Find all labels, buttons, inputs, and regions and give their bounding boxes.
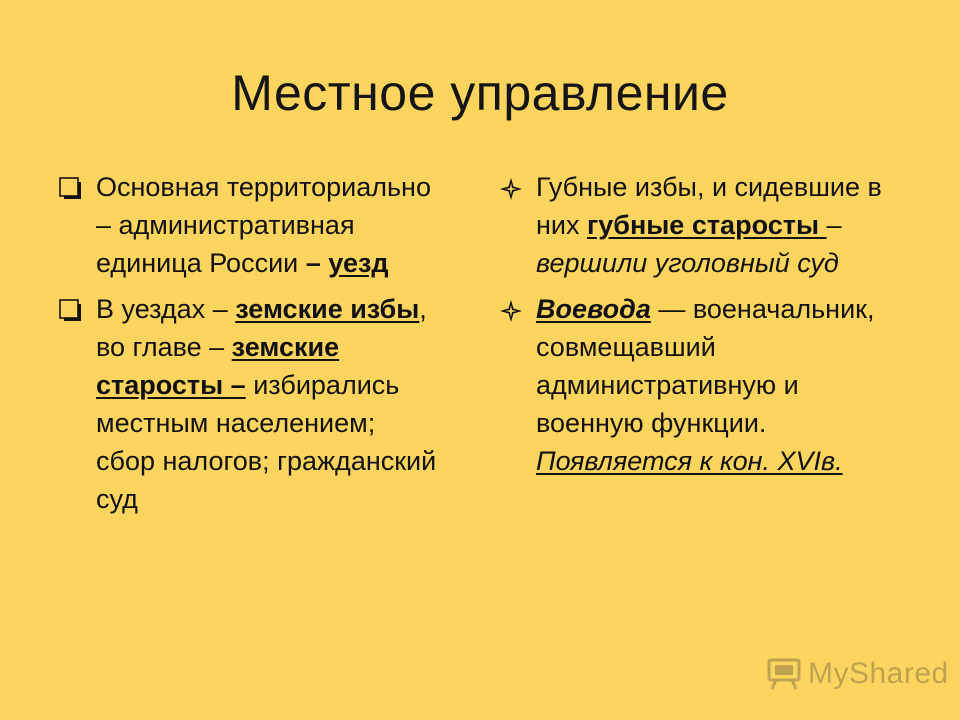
left-bullet-item-1 bbox=[58, 168, 440, 282]
four-point-star-bullet-icon bbox=[498, 176, 524, 202]
myshared-logo bbox=[766, 654, 949, 694]
left-item2-text-a: В уездах – bbox=[96, 294, 236, 324]
right-item1-text-b: вершили уголовный суд bbox=[536, 248, 839, 278]
right-bullet-item-2 bbox=[498, 290, 888, 480]
left-item1-dash: – bbox=[305, 248, 329, 278]
slide-title: Местное управление bbox=[231, 65, 729, 121]
myshared-logo-text: MyShared bbox=[808, 657, 949, 690]
left-item2-term-zemskie-starosty: земские старосты – bbox=[96, 332, 340, 400]
right-item2-appears: Появляется к кон. XVIв. bbox=[536, 446, 843, 476]
left-item2-term-zemskie-izby: земские избы bbox=[235, 294, 420, 324]
right-item2-text: — военачальник, совмещавший административную и военную функции. bbox=[536, 294, 875, 438]
right-item1-term-gubnye-starosty: губные старосты bbox=[587, 210, 827, 240]
left-bullet-item-2 bbox=[58, 290, 440, 518]
left-column bbox=[58, 168, 440, 526]
checkbox-square-bullet-icon bbox=[58, 298, 84, 324]
right-column bbox=[498, 168, 888, 488]
left-item2-text-c: избирались местным населением; сбор налогов; гражданский суд bbox=[96, 370, 437, 514]
presentation-board-icon bbox=[766, 656, 802, 692]
right-bullet-item-1 bbox=[498, 168, 888, 282]
right-item1-dash: – bbox=[826, 210, 842, 240]
left-item1-text: Основная территориально – административная единица России bbox=[96, 172, 431, 278]
right-item2-term-voevoda: Воевода bbox=[536, 294, 651, 324]
four-point-star-bullet-icon bbox=[498, 298, 524, 324]
left-item2-text-b: , во главе – bbox=[96, 294, 427, 362]
checkbox-square-bullet-icon bbox=[58, 176, 84, 202]
right-item1-text-a: Губные избы, и сидевшие в них bbox=[536, 172, 882, 240]
left-item1-term-uezd: уезд bbox=[328, 248, 389, 278]
